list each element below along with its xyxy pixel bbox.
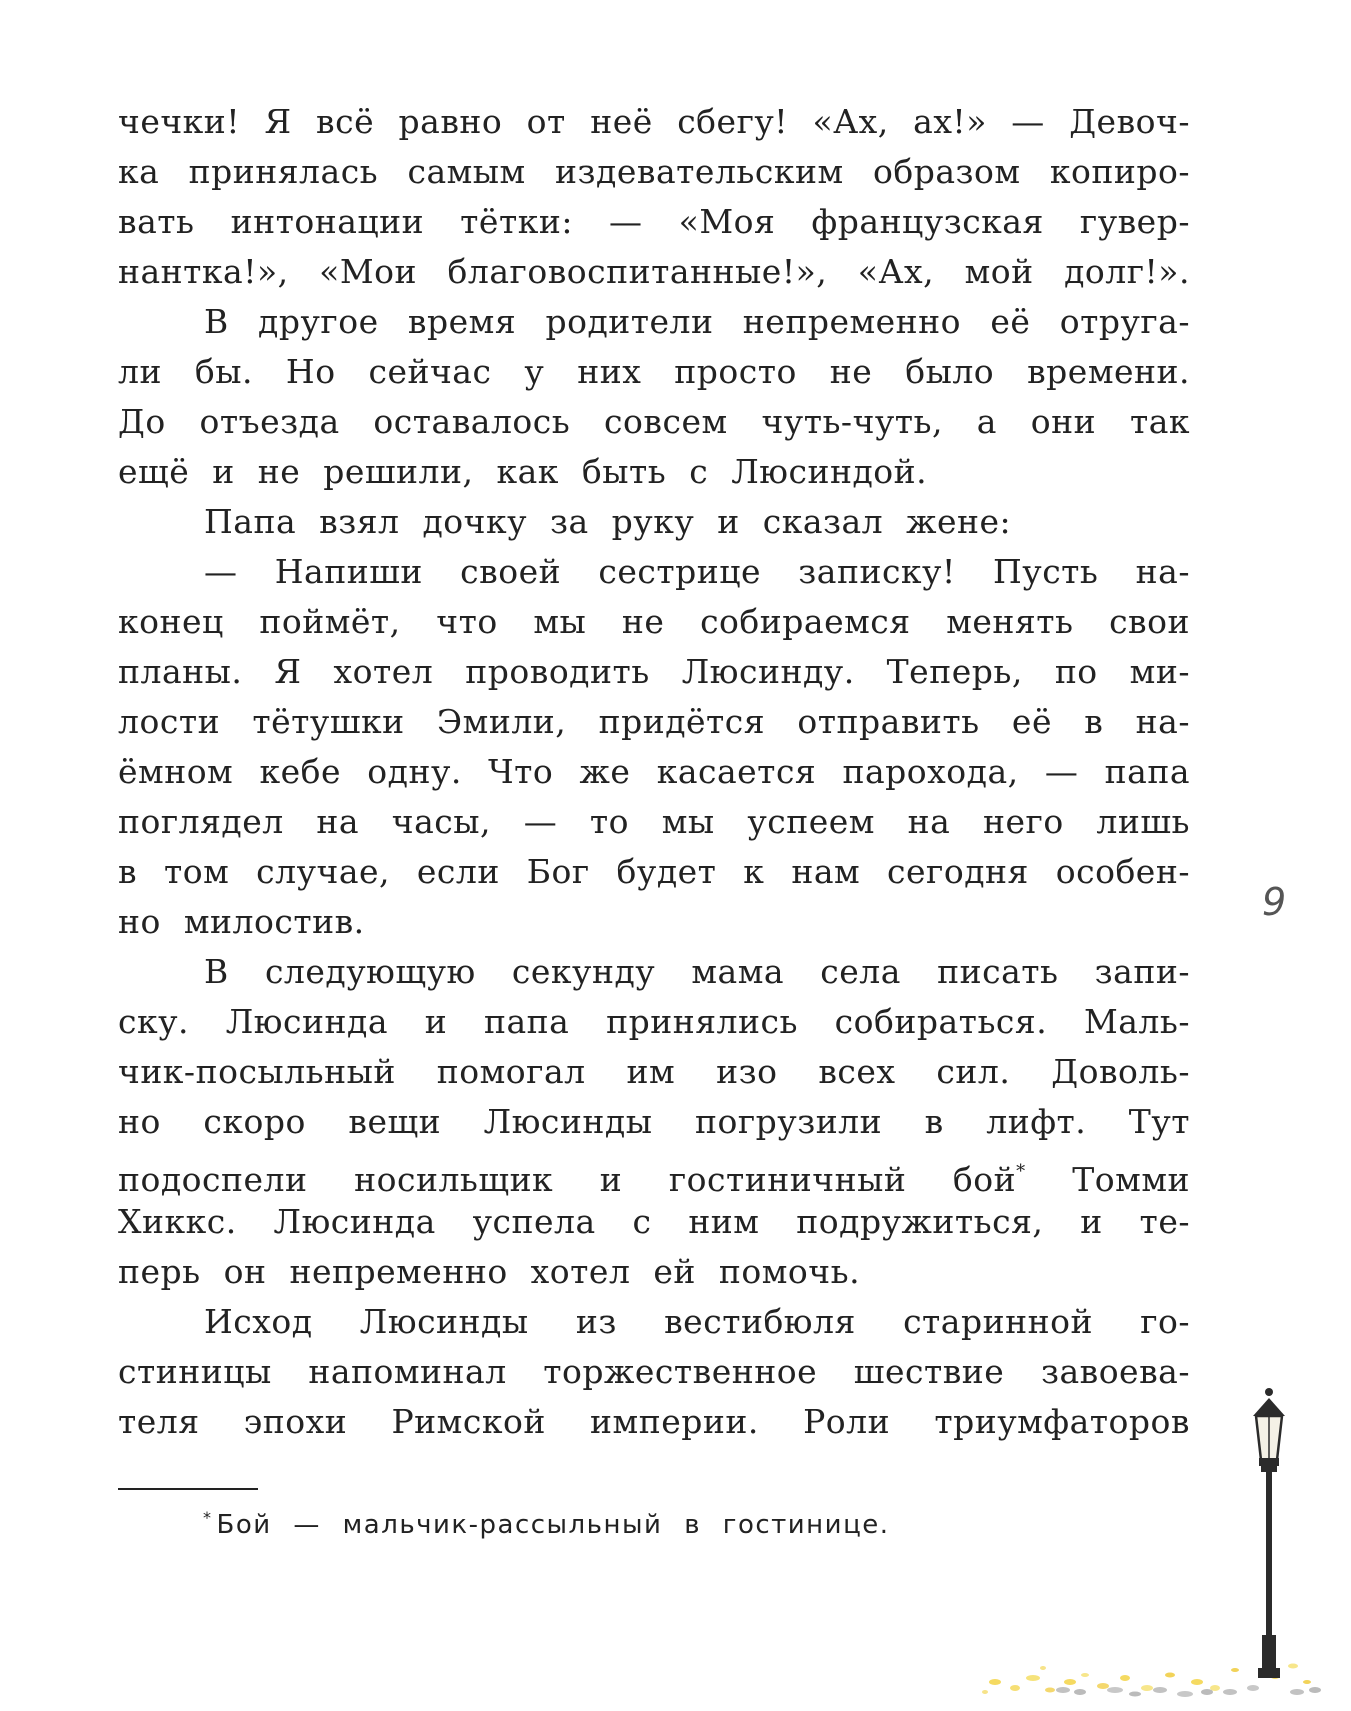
text-line: теля эпохи Римской империи. Роли триумфаторов xyxy=(118,1402,1190,1441)
text-line: До отъезда оставалось совсем чуть-чуть, а они так xyxy=(118,402,1190,441)
text-line: В другое время родители непременно её отруга- xyxy=(204,302,1190,341)
text-line: в том случае, если Бог будет к нам сегодня особен- xyxy=(118,852,1190,891)
text-line: чик-посыльный помогал им изо всех сил. Доволь- xyxy=(118,1052,1190,1091)
text-line: подоспели носильщик и гостиничный бой* Томми xyxy=(118,1160,1190,1199)
text-line: В следующую секунду мама села писать запи- xyxy=(204,952,1190,991)
text-line: Хиккс. Люсинда успела с ним подружиться, и те- xyxy=(118,1202,1190,1241)
lamp-head xyxy=(1253,1388,1285,1466)
text-line: конец поймёт, что мы не собираемся менять свои xyxy=(118,602,1190,641)
footnote-divider xyxy=(118,1488,258,1490)
footnote-marker: * xyxy=(203,1508,213,1527)
footnote-text: Бой — мальчик-рассыльный в гостинице. xyxy=(216,1510,890,1540)
text-line: Исход Люсинды из вестибюля старинной го- xyxy=(204,1302,1190,1341)
text-line: чечки! Я всё равно от неё сбегу! «Ах, ах!» — Девоч- xyxy=(118,102,1190,141)
text-line: ли бы. Но сейчас у них просто не было времени. xyxy=(118,352,1190,391)
text-line: но милостив. xyxy=(118,902,365,941)
cobble-stones xyxy=(1056,1685,1321,1697)
main-text xyxy=(118,97,1190,1447)
text-line: стиницы напоминал торжественное шествие завоева- xyxy=(118,1352,1190,1391)
text-line: лости тётушки Эмили, придётся отправить её в на- xyxy=(118,702,1190,741)
text-line: Папа взял дочку за руку и сказал жене: xyxy=(204,502,1012,541)
text-line: ка принялась самым издевательским образом копиро- xyxy=(118,152,1190,191)
lamp-post xyxy=(1258,1466,1280,1678)
text-line: — Напиши своей сестрице записку! Пусть на- xyxy=(204,552,1190,591)
footnote-ref[interactable]: * xyxy=(1016,1161,1026,1182)
text-line: поглядел на часы, — то мы успеем на него лишь xyxy=(118,802,1190,841)
text-line: ещё и не решили, как быть с Люсиндой. xyxy=(118,452,928,491)
footnote xyxy=(203,1508,890,1540)
street-lamp-illustration xyxy=(975,1370,1351,1711)
page-number: 9 xyxy=(1262,880,1287,924)
text-line: планы. Я хотел проводить Люсинду. Теперь, по ми- xyxy=(118,652,1190,691)
text-line: но скоро вещи Люсинды погрузили в лифт. Тут xyxy=(118,1102,1190,1141)
text-line: нантка!», «Мои благовоспитанные!», «Ах, мой долг!». xyxy=(118,252,1190,291)
text-line: перь он непременно хотел ей помочь. xyxy=(118,1252,861,1291)
text-line: вать интонации тётки: — «Моя французская гувер- xyxy=(118,202,1190,241)
text-line: ёмном кебе одну. Что же касается парохода, — папа xyxy=(118,752,1190,791)
text-line: ску. Люсинда и папа принялись собираться. Маль- xyxy=(118,1002,1190,1041)
